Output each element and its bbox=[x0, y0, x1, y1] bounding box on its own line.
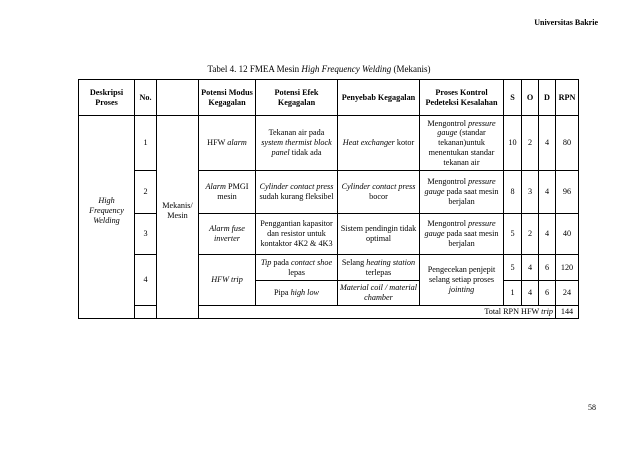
cell-d: 4 bbox=[539, 171, 556, 214]
cell-empty bbox=[157, 306, 199, 319]
fmea-table bbox=[78, 79, 579, 319]
cell-mode: Alarm fuse inverter bbox=[199, 214, 256, 255]
cell-d: 4 bbox=[539, 116, 556, 171]
efek-text-italic: Tip bbox=[260, 257, 272, 267]
kontrol-text-italic: pressure gauge bbox=[437, 118, 496, 138]
kontrol-text: pada saat mesin berjalan bbox=[444, 187, 499, 206]
table-row bbox=[79, 116, 579, 171]
cell-kontrol bbox=[420, 255, 504, 306]
kontrol-text: Mengontrol bbox=[427, 177, 469, 187]
table-header-row bbox=[79, 80, 579, 116]
cell-mode: HFW trip bbox=[199, 255, 256, 306]
total-value: 144 bbox=[556, 306, 579, 319]
cell-d: 6 bbox=[539, 281, 556, 306]
cell-o: 2 bbox=[522, 116, 539, 171]
total-row bbox=[79, 306, 579, 319]
cell-s: 5 bbox=[504, 255, 522, 281]
header-o: O bbox=[522, 80, 539, 116]
mode-text-italic: Alarm bbox=[205, 182, 226, 192]
penyebab-text: terlepas bbox=[365, 267, 392, 277]
cell-no: 4 bbox=[135, 255, 157, 306]
header-s: S bbox=[504, 80, 522, 116]
header-mode: Potensi Modus Kegagalan bbox=[199, 80, 256, 116]
efek-text: tidak ada bbox=[289, 147, 322, 157]
cell-penyebab: Material coil / material chamber bbox=[338, 281, 420, 306]
total-label-text: Total RPN HFW bbox=[484, 307, 542, 317]
penyebab-text: kotor bbox=[394, 138, 415, 148]
cell-s: 10 bbox=[504, 116, 522, 171]
cell-penyebab bbox=[338, 116, 420, 171]
penyebab-text-italic: Cylinder contact press bbox=[341, 182, 416, 192]
efek-text: pada bbox=[271, 257, 291, 267]
cell-s: 5 bbox=[504, 214, 522, 255]
cell-mode bbox=[199, 171, 256, 214]
mode-text: PMGI mesin bbox=[217, 182, 249, 201]
header-rpn: RPN bbox=[556, 80, 579, 116]
penyebab-text: Selang bbox=[341, 257, 367, 267]
kontrol-text-italic: jointing bbox=[448, 284, 475, 294]
cell-no: 2 bbox=[135, 171, 157, 214]
table-caption bbox=[0, 64, 638, 74]
table-row bbox=[79, 255, 579, 281]
cell-kategori: Mekanis/ Mesin bbox=[157, 116, 199, 306]
kontrol-text: Mengontrol bbox=[427, 118, 469, 128]
penyebab-text-italic: heating station bbox=[366, 257, 416, 267]
cell-efek bbox=[256, 171, 338, 214]
cell-mode bbox=[199, 116, 256, 171]
cell-efek bbox=[256, 281, 338, 306]
kontrol-text: pada saat mesin berjalan bbox=[444, 229, 499, 248]
cell-penyebab: Sistem pendingin tidak optimal bbox=[338, 214, 420, 255]
efek-text-italic: contact shoe bbox=[290, 257, 333, 267]
header-d: D bbox=[539, 80, 556, 116]
page-number: 58 bbox=[588, 403, 596, 412]
header-kontrol: Proses Kontrol Pedeteksi Kesalahan bbox=[420, 80, 504, 116]
caption-italic: High Frequency Welding bbox=[301, 64, 392, 74]
cell-no: 1 bbox=[135, 116, 157, 171]
kontrol-text: (standar tekanan)untuk menentukan standar tekanan air bbox=[428, 128, 495, 167]
kontrol-text: Pengecekan penjepit selang setiap proses bbox=[427, 265, 496, 285]
penyebab-text-italic: Heat exchanger bbox=[342, 138, 395, 148]
kontrol-text-italic: pressure gauge bbox=[424, 219, 496, 239]
efek-text: Pipa bbox=[273, 288, 291, 298]
cell-rpn: 40 bbox=[556, 214, 579, 255]
efek-text-italic: Cylinder contact press bbox=[259, 182, 334, 192]
cell-d: 6 bbox=[539, 255, 556, 281]
cell-rpn: 96 bbox=[556, 171, 579, 214]
cell-o: 3 bbox=[522, 171, 539, 214]
penyebab-text: bocor bbox=[369, 192, 388, 201]
total-label bbox=[199, 306, 556, 319]
cell-o: 4 bbox=[522, 255, 539, 281]
kontrol-text: Mengontrol bbox=[427, 219, 469, 229]
cell-s: 8 bbox=[504, 171, 522, 214]
cell-efek bbox=[256, 255, 338, 281]
cell-s: 1 bbox=[504, 281, 522, 306]
cell-no: 3 bbox=[135, 214, 157, 255]
cell-rpn: 120 bbox=[556, 255, 579, 281]
efek-text: sudah kurang fleksibel bbox=[259, 192, 334, 201]
cell-rpn: 80 bbox=[556, 116, 579, 171]
kontrol-text-italic: pressure gauge bbox=[424, 177, 496, 197]
efek-text-italic: high low bbox=[290, 288, 320, 298]
header-deskripsi: Deskripsi Proses bbox=[79, 80, 135, 116]
cell-empty bbox=[135, 306, 157, 319]
cell-efek bbox=[256, 116, 338, 171]
total-label-italic: trip bbox=[541, 307, 553, 317]
header-no: No. bbox=[135, 80, 157, 116]
header-penyebab: Penyebab Kegagalan bbox=[338, 80, 420, 116]
mode-text: HFW bbox=[207, 138, 228, 148]
cell-kontrol bbox=[420, 214, 504, 255]
cell-penyebab bbox=[338, 171, 420, 214]
cell-rpn: 24 bbox=[556, 281, 579, 306]
cell-penyebab bbox=[338, 255, 420, 281]
efek-text: lepas bbox=[288, 267, 305, 277]
cell-o: 2 bbox=[522, 214, 539, 255]
table-row bbox=[79, 214, 579, 255]
cell-d: 4 bbox=[539, 214, 556, 255]
cell-deskripsi-proses: High Frequency Welding bbox=[79, 116, 135, 306]
header-efek: Potensi Efek Kegagalan bbox=[256, 80, 338, 116]
cell-efek: Penggantian kapasitor dan resistor untuk kontaktor 4K2 & 4K3 bbox=[256, 214, 338, 255]
page-header: Universitas Bakrie bbox=[534, 18, 598, 27]
cell-kontrol bbox=[420, 171, 504, 214]
cell-empty bbox=[79, 306, 135, 319]
efek-text-italic: system thermist block panel bbox=[261, 138, 332, 157]
header-kategori bbox=[157, 80, 199, 116]
cell-kontrol bbox=[420, 116, 504, 171]
caption-suffix: (Mekanis) bbox=[391, 64, 431, 74]
efek-text: Tekanan air pada bbox=[268, 128, 325, 138]
cell-o: 4 bbox=[522, 281, 539, 306]
mode-text-italic: alarm bbox=[227, 138, 247, 148]
table-row bbox=[79, 171, 579, 214]
caption-prefix: Tabel 4. 12 FMEA Mesin bbox=[207, 64, 302, 74]
